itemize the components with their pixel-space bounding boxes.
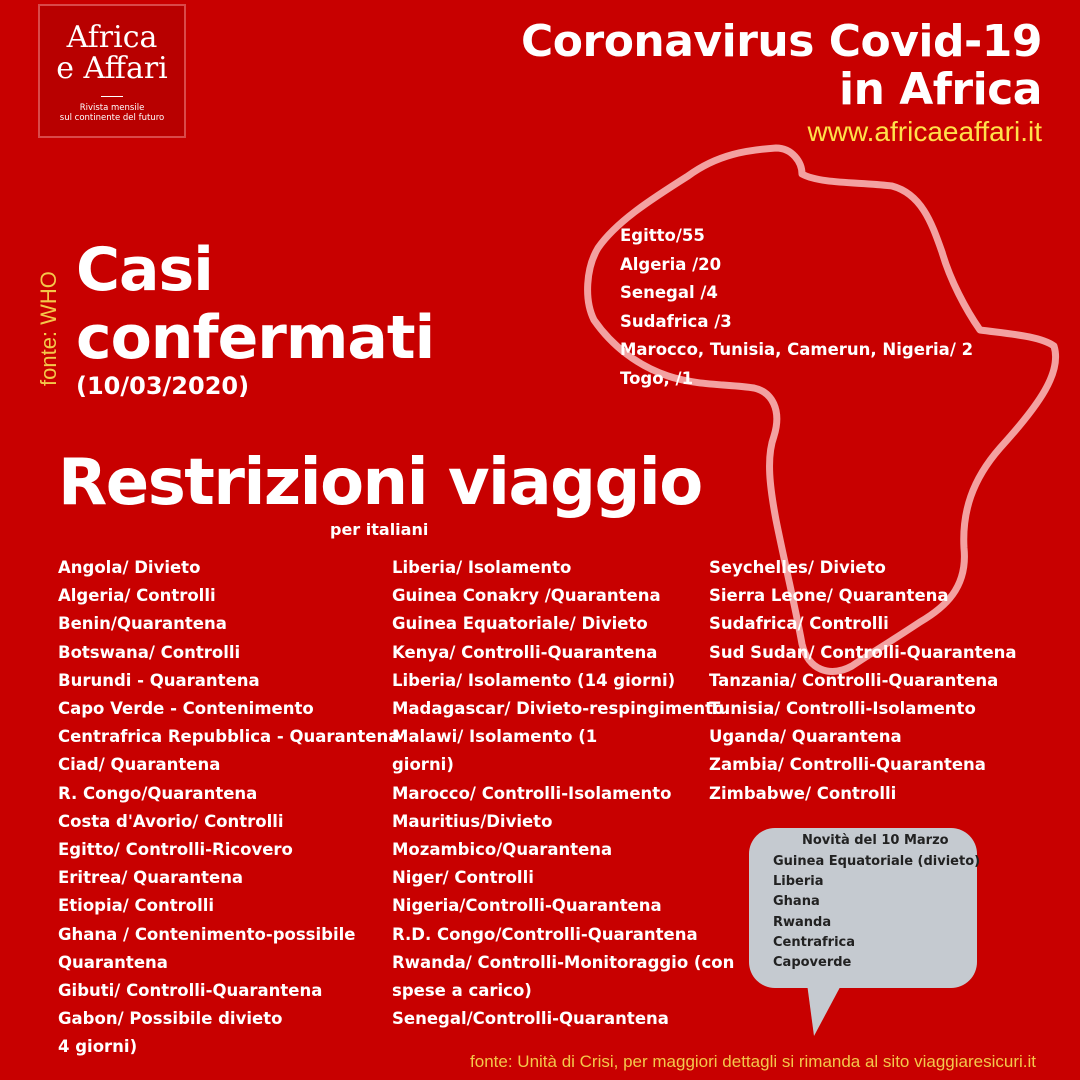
list-item: Angola/ Divieto	[58, 558, 201, 577]
source-who: fonte: WHO	[36, 271, 61, 386]
list-item: Zambia/ Controlli-Quarantena	[709, 755, 986, 775]
news-list	[773, 852, 980, 973]
list-item: Togo, /1	[620, 368, 694, 388]
restrictions-title: Restrizioni viaggio	[58, 446, 702, 520]
cases-list	[620, 222, 973, 393]
list-item: Algeria /20	[620, 254, 722, 274]
list-item: spese a carico)	[392, 981, 532, 1001]
list-item: Rwanda	[773, 914, 832, 930]
list-item: Gibuti/ Controlli-Quarantena	[58, 981, 323, 1001]
list-item: Seychelles/ Divieto	[709, 558, 886, 577]
restrictions-column-1	[58, 554, 399, 1062]
list-item: Ghana	[773, 894, 820, 910]
list-item: Capo Verde - Contenimento	[58, 699, 314, 719]
list-item: Marocco, Tunisia, Camerun, Nigeria/ 2	[620, 340, 974, 359]
list-item: Sudafrica /3	[620, 311, 732, 331]
list-item: Ciad/ Quarantena	[58, 755, 221, 775]
list-item: Burundi - Quarantena	[58, 670, 260, 690]
list-item: Nigeria/Controlli-Quarantena	[392, 896, 662, 916]
list-item: Eritrea/ Quarantena	[58, 868, 244, 888]
list-item: Guinea Equatoriale (divieto)	[773, 854, 981, 869]
header-title-line-1: Coronavirus Covid-19	[520, 16, 1042, 67]
list-item: R. Congo/Quarantena	[58, 783, 258, 803]
logo-tagline-2: sul continente del futuro	[59, 113, 165, 123]
logo-divider	[101, 96, 123, 97]
logo-brand	[40, 22, 184, 84]
list-item: Sud Sudan/ Controlli-Quarantena	[709, 642, 1017, 662]
news-title: Novità del 10 Marzo	[802, 833, 949, 848]
list-item: giorni)	[392, 755, 454, 775]
list-item: Malawi/ Isolamento (1	[392, 727, 598, 747]
list-item: Zimbabwe/ Controlli	[709, 783, 897, 803]
cases-date: (10/03/2020)	[76, 372, 250, 400]
restrictions-column-3	[709, 554, 1017, 808]
list-item: 4 giorni)	[58, 1037, 138, 1057]
list-item: Kenya/ Controlli-Quarantena	[392, 642, 658, 662]
list-item: Tunisia/ Controlli-Isolamento	[709, 699, 976, 719]
header-title	[442, 18, 1042, 114]
list-item: Centrafrica Repubblica - Quarantena	[58, 727, 400, 747]
list-item: Sudafrica/ Controlli	[709, 614, 889, 634]
logo-tagline-1: Rivista mensile	[79, 103, 145, 113]
list-item: Niger/ Controlli	[392, 868, 534, 888]
list-item: Liberia/ Isolamento	[392, 558, 572, 577]
list-item: Guinea Equatoriale/ Divieto	[392, 614, 648, 634]
list-item: Botswana/ Controlli	[58, 642, 241, 662]
list-item: Ghana / Contenimento-possibile	[58, 924, 356, 944]
site-url[interactable]: www.africaeaffari.it	[807, 116, 1042, 147]
list-item: Liberia	[773, 874, 824, 890]
cases-title-line-1: Casi	[76, 235, 213, 305]
cases-title	[76, 236, 434, 372]
list-item: Centrafrica	[773, 934, 856, 950]
list-item: Egitto/55	[620, 226, 705, 245]
logo	[38, 4, 186, 138]
list-item: Mauritius/Divieto	[392, 811, 553, 831]
logo-line-2: e Affari	[56, 51, 168, 86]
footer-source: fonte: Unità di Crisi, per maggiori dettagli si rimanda al sito viaggiaresicuri.it	[470, 1052, 1036, 1071]
logo-line-1: Africa	[66, 20, 158, 55]
list-item: Guinea Conakry /Quarantena	[392, 586, 661, 606]
cases-title-line-2: confermati	[76, 303, 435, 373]
list-item: Senegal /4	[620, 283, 718, 302]
header-title-line-2: in Africa	[839, 64, 1042, 115]
list-item: Gabon/ Possibile divieto	[58, 1009, 283, 1029]
list-item: Capoverde	[773, 955, 852, 971]
list-item: Costa d'Avorio/ Controlli	[58, 811, 284, 831]
news-bubble	[749, 828, 981, 988]
list-item: Marocco/ Controlli-Isolamento	[392, 783, 672, 803]
list-item: Mozambico/Quarantena	[392, 840, 613, 860]
list-item: Senegal/Controlli-Quarantena	[392, 1009, 669, 1029]
list-item: Madagascar/ Divieto-respingimento	[392, 699, 725, 719]
list-item: Benin/Quarantena	[58, 614, 227, 634]
list-item: Uganda/ Quarantena	[709, 727, 902, 747]
list-item: Sierra Leone/ Quarantena	[709, 586, 949, 606]
list-item: Tanzania/ Controlli-Quarantena	[709, 670, 999, 690]
list-item: Etiopia/ Controlli	[58, 896, 215, 916]
list-item: R.D. Congo/Controlli-Quarantena	[392, 924, 698, 944]
list-item: Algeria/ Controlli	[58, 586, 216, 606]
list-item: Egitto/ Controlli-Ricovero	[58, 840, 293, 860]
list-item: Liberia/ Isolamento (14 giorni)	[392, 670, 676, 690]
list-item: Rwanda/ Controlli-Monitoraggio (con	[392, 952, 735, 972]
restrictions-column-2	[392, 554, 734, 1033]
restrictions-subtitle: per italiani	[330, 520, 429, 539]
list-item: Quarantena	[58, 952, 168, 972]
